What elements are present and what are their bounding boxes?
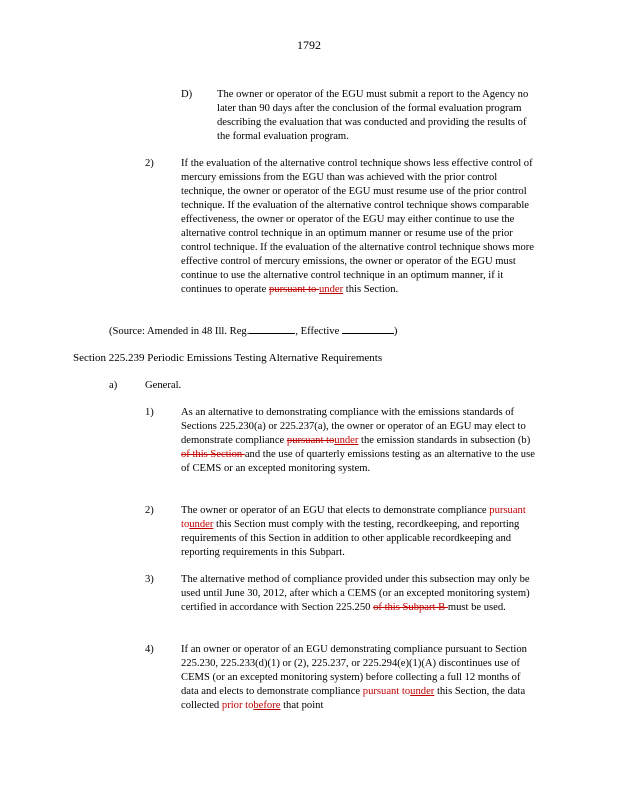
item-4-text xyxy=(181,643,539,713)
item-3-text xyxy=(181,573,539,615)
item-2-prev-text xyxy=(181,157,539,297)
sub-a-text: General. xyxy=(145,380,182,391)
item-1-text xyxy=(181,406,539,476)
item-label-3: 3) xyxy=(145,574,154,585)
deleted-text: pursuant to xyxy=(268,284,319,295)
deleted-text: of this Section xyxy=(181,449,245,460)
deleted-text: pursuant to xyxy=(286,435,335,446)
source-prefix: (Source: Amended in 48 Ill. Reg. xyxy=(109,326,250,337)
text-run: If an owner or operator of an EGU demonstrating compliance pursuant to Section 225.230, 225.233(d)(1) or (2), 225.237, or 225.294(e)(1)(A) discontinues use of CEMS (or an excepted monitoring system) before collecting a full 12 months of data and elects to demonstrate compliance xyxy=(181,644,527,697)
text-run: As an alternative to demonstrating compliance with the emissions standards of Sections 225.230(a) or 225.237(a), the owner or operator of an EGU may elect to demonstrate compliance xyxy=(181,407,526,446)
sub-a-label: a) xyxy=(109,380,118,391)
item-label-4: 4) xyxy=(145,644,154,655)
inserted-text: prior to xyxy=(221,700,254,711)
inserted-text: under xyxy=(189,519,214,530)
source-note xyxy=(109,323,509,339)
text-run: this Section, the data collected xyxy=(181,686,526,711)
item-label-1: 1) xyxy=(145,407,154,418)
page-number: 1792 xyxy=(297,38,321,52)
text-run: If the evaluation of the alternative control technique shows less effective control of mercury emissions from the EGU than was achieved with the prior control technique, the owner or operator of the EGU must resume use of the prior control technique. If the evaluation of the alternative control technique shows comparable effectiveness, the owner or operator of the EGU may either continue to use the alternative control technique in an optimum manner or resume use of the prior control technique. If the evaluation of the alternative control technique shows more effective control of mercury emissions, the owner or operator of the EGU must continue to use the alternative control technique in an optimum manner, if it continues to operate xyxy=(181,158,535,295)
source-suffix: ) xyxy=(393,326,398,337)
inserted-text: pursuant to xyxy=(181,505,526,530)
inserted-text: under xyxy=(410,686,435,697)
text-run: that point xyxy=(280,700,324,711)
text-run: must be used. xyxy=(447,602,506,613)
item-label-d: D) xyxy=(181,89,193,100)
item-d-text: The owner or operator of the EGU must submit a report to the Agency no later than 90 days after the conclusion of the formal evaluation program describing the evaluation that was conducted and providing the results of the formal evaluation program. xyxy=(217,89,529,142)
item-label-2: 2) xyxy=(145,505,154,516)
inserted-text: under xyxy=(334,435,359,446)
source-blank-reg xyxy=(249,323,295,334)
source-blank-effective xyxy=(342,323,394,334)
text-run: The owner or operator of an EGU that elects to demonstrate compliance xyxy=(181,505,490,516)
text-run: The alternative method of compliance provided under this subsection may only be used until June 30, 2012, after which a CEMS (or an excepted monitoring system) certified in accordance with Section 225.250 xyxy=(181,574,530,613)
inserted-text: before xyxy=(253,700,281,711)
text-run: this Section must comply with the testing, recordkeeping, and reporting requirements of this Section in addition to other applicable recordkeeping and reporting requirements in this Subpart. xyxy=(181,519,520,558)
text-run: this Section. xyxy=(343,284,399,295)
item-2-text xyxy=(181,504,539,560)
inserted-text: under xyxy=(319,284,344,295)
deleted-text: of this Subpart B xyxy=(373,602,448,613)
text-run: the emission standards in subsection (b) xyxy=(358,435,531,446)
section-heading: Section 225.239 Periodic Emissions Testing Alternative Requirements xyxy=(73,352,383,364)
text-run: and the use of quarterly emissions testing as an alternative to the use of CEMS or an excepted monitoring system. xyxy=(181,449,535,474)
inserted-text: pursuant to xyxy=(362,686,411,697)
item-label-2-prev: 2) xyxy=(145,158,154,169)
source-middle: , Effective xyxy=(295,326,340,337)
